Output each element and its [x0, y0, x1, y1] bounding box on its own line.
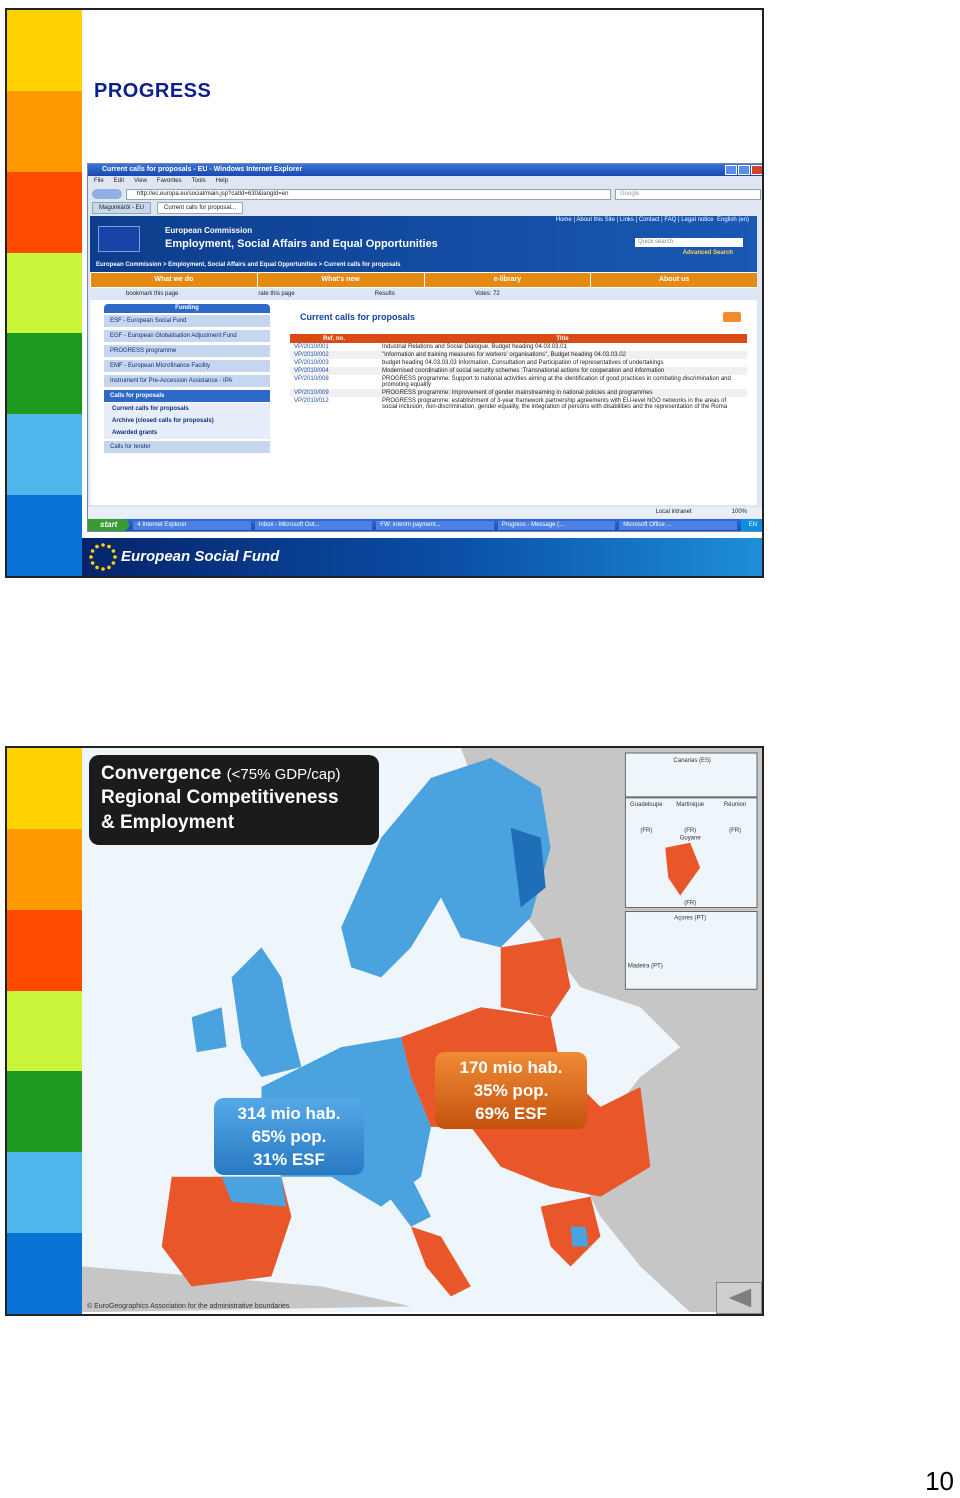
table-row	[290, 351, 747, 359]
sidebar-item-emf[interactable]: EMF - European Microfinance Facility	[104, 360, 270, 373]
sidebar-sub-current[interactable]: Current calls for proposals	[104, 403, 270, 415]
nav-e-library[interactable]: e-library	[424, 273, 591, 287]
web-page	[90, 216, 757, 505]
inset-canarias: Canarias (ES)	[673, 757, 711, 764]
ref-link[interactable]: VP/2010/002	[290, 351, 378, 359]
calls-table	[290, 334, 747, 411]
inset-fr-2: (FR)	[684, 827, 697, 834]
sidebar-sub-archive[interactable]: Archive (closed calls for proposals)	[104, 415, 270, 427]
ec-header	[90, 216, 757, 272]
copyright-note: © EuroGeographics Association for the administrative boundaries	[87, 1303, 290, 1310]
col-title: Title	[378, 334, 747, 343]
top-links: Home | About this Site | Links | Contact | FAQ | Legal notice English (en)	[555, 217, 749, 223]
address-bar	[92, 188, 761, 200]
tab-current-calls[interactable]: Current calls for proposal...	[157, 202, 243, 214]
legend-competitiveness: Regional Competitiveness	[101, 787, 339, 808]
color-stripe	[7, 10, 82, 576]
ref-link[interactable]: VP/2010/004	[290, 367, 378, 375]
menu-edit[interactable]: Edit	[113, 178, 125, 184]
back-forward-icon[interactable]	[92, 189, 122, 199]
menu-tools[interactable]: Tools	[191, 178, 206, 184]
inset-reunion: Réunion	[723, 801, 747, 808]
inset-fr-1: (FR)	[640, 827, 653, 834]
minimize-button[interactable]	[725, 165, 737, 175]
color-stripe	[7, 748, 82, 1314]
ref-link[interactable]: VP/2010/008	[294, 376, 329, 382]
stat-esf: 31% ESF	[253, 1150, 325, 1169]
legend-convergence-note: (<75% GDP/cap)	[226, 766, 341, 783]
table-row	[290, 367, 747, 375]
quick-search-input[interactable]: Quick search	[635, 238, 743, 247]
footer-label: European Social Fund	[121, 548, 280, 565]
search-input[interactable]: Google	[615, 189, 761, 200]
stat-inhabitants: 170 mio hab.	[459, 1058, 563, 1077]
content-title: Current calls for proposals	[300, 312, 416, 322]
menu-help[interactable]: Help	[215, 178, 228, 184]
task-progress[interactable]: Progress - Message (...	[498, 521, 615, 530]
call-title: Modernised coordination of social security schemes :Transnational actions for cooperation and information	[378, 367, 747, 375]
esf-footer	[82, 538, 762, 576]
ref-link[interactable]: VP/2010/009	[290, 389, 378, 397]
call-title: PROGRESS programme: Improvement of gender mainstreaming in national policies and programmes	[378, 389, 747, 397]
inset-acores: Açores (PT)	[674, 915, 707, 922]
nav-about-us[interactable]: About us	[590, 273, 757, 287]
maximize-button[interactable]	[738, 165, 750, 175]
inset-guadeloupe: Guadeloupe	[630, 801, 663, 808]
inset-martinique: Martinique	[676, 801, 705, 808]
close-button[interactable]	[751, 165, 763, 175]
table-row	[290, 375, 747, 389]
stat-esf: 69% ESF	[475, 1104, 547, 1123]
stat-inhabitants: 314 mio hab.	[237, 1104, 341, 1123]
zone-label: Local intranet	[655, 509, 692, 515]
table-row	[290, 343, 747, 351]
back-arrow-icon[interactable]	[716, 1282, 762, 1314]
advanced-search-link[interactable]: Advanced Search	[682, 250, 733, 256]
slide-title: PROGRESS	[94, 80, 212, 102]
map-legend	[89, 755, 379, 845]
sidebar-sub-awarded[interactable]: Awarded grants	[104, 427, 270, 439]
page-number: 10	[925, 1466, 954, 1496]
slide-progress	[5, 8, 764, 578]
ref-link[interactable]: VP/2010/001	[294, 344, 329, 350]
main-nav	[90, 273, 757, 287]
eu-stars-icon	[88, 542, 118, 572]
rate-link[interactable]: rate this page	[258, 291, 295, 297]
votes-label: Votes: 72	[474, 291, 500, 297]
status-bar	[88, 507, 764, 518]
outermost-regions-inset	[625, 753, 757, 989]
browser-title: Current calls for proposals - EU - Windows Internet Explorer	[88, 164, 764, 176]
task-outlook[interactable]: Inbox - Microsoft Out...	[255, 521, 372, 530]
call-title: PROGRESS programme: establishment of 3-year framework partnership agreements with EU-level NGO networks in the areas of social inclusion, non-discrimination, gender equality, the integration of persons with disabilities and the representation of the Roma	[382, 398, 728, 410]
browser-menu	[88, 177, 764, 186]
sidebar	[104, 304, 270, 454]
greece-blue	[571, 1227, 589, 1247]
inset-fr-3: (FR)	[729, 827, 742, 834]
call-title: Industrial Relations and Social Dialogue, Budget heading 04.03.03.01	[382, 344, 567, 350]
ref-link[interactable]: VP/2010/012	[294, 398, 329, 404]
task-ie[interactable]: 4 Internet Explorer	[133, 521, 250, 530]
results-label: Results	[374, 291, 395, 297]
ec-dg: Employment, Social Affairs and Equal Opportunities	[165, 238, 438, 250]
inset-madeira: Madeira (PT)	[627, 963, 663, 970]
system-tray: EN	[741, 519, 764, 531]
nav-whats-new[interactable]: What's new	[257, 273, 424, 287]
taskbar	[88, 519, 764, 531]
legend-employment: & Employment	[101, 812, 235, 833]
ref-link[interactable]: VP/2010/003	[294, 360, 329, 366]
start-button[interactable]: start	[88, 519, 129, 531]
task-office[interactable]: Microsoft Office ...	[619, 521, 736, 530]
sidebar-item-ipa[interactable]: Instrument for Pre-Accession Assistance - IPA	[104, 375, 270, 388]
main-content	[290, 304, 747, 411]
menu-file[interactable]: File	[94, 178, 104, 184]
inset-fr-4: (FR)	[684, 900, 697, 907]
browser-window	[87, 163, 764, 532]
convergence-stat-box	[435, 1052, 587, 1129]
menu-favorites[interactable]: Favorites	[156, 178, 182, 184]
call-title: budget heading 04.03.03.03 Information, Consultation and Participation of representatives of undertakings	[382, 360, 664, 366]
eu-flag-icon	[98, 226, 140, 252]
col-ref: Ref. no.	[290, 334, 378, 343]
menu-view[interactable]: View	[134, 178, 147, 184]
call-title: "Information and training measures for workers' organisations", Budget heading 04.03.03.02	[378, 351, 747, 359]
sidebar-group-funding: Funding	[104, 304, 270, 313]
tab-bar	[92, 202, 761, 214]
bookmark-link[interactable]: bookmark this page	[126, 291, 179, 297]
sidebar-item-calls[interactable]: Calls for proposals	[104, 390, 270, 403]
table-row	[290, 397, 747, 411]
slide-map	[5, 746, 764, 1316]
breadcrumb: European Commission > Employment, Social Affairs and Equal Opportunities > Current calls for proposals	[96, 262, 401, 268]
sidebar-item-egf[interactable]: EGF - European Globalisation Adjustment Fund	[104, 330, 270, 343]
stat-population: 65% pop.	[251, 1127, 327, 1146]
ec-org: European Commission	[165, 226, 253, 235]
window-controls	[725, 165, 763, 175]
competitiveness-stat-box	[214, 1098, 364, 1175]
table-row	[290, 389, 747, 397]
sidebar-item-esf[interactable]: ESF - European Social Fund	[104, 315, 270, 328]
page-tools	[90, 288, 757, 300]
table-row	[290, 359, 747, 367]
zoom-control[interactable]: 100%	[731, 509, 747, 515]
inset-guyane: Guyane	[679, 835, 701, 842]
url-input[interactable]: http://ec.europa.eu/social/main.jsp?catId=630&langId=en	[126, 189, 611, 200]
stat-population: 35% pop.	[473, 1081, 549, 1100]
rss-icon[interactable]	[723, 312, 741, 322]
call-title: PROGRESS programme: Support to national activities aiming at the identification of good practices in combating discrimination and promoting equality	[382, 376, 731, 388]
nav-what-we-do[interactable]: What we do	[90, 273, 257, 287]
language-select[interactable]: English (en)	[716, 217, 749, 223]
sidebar-item-tender[interactable]: Calls for tender	[104, 441, 270, 454]
legend-convergence: Convergence	[101, 763, 222, 784]
tab-magunkrol[interactable]: Magunkáról - EU	[92, 202, 151, 214]
sidebar-item-progress[interactable]: PROGRESS programme	[104, 345, 270, 358]
task-fw[interactable]: FW: interim payment...	[376, 521, 493, 530]
